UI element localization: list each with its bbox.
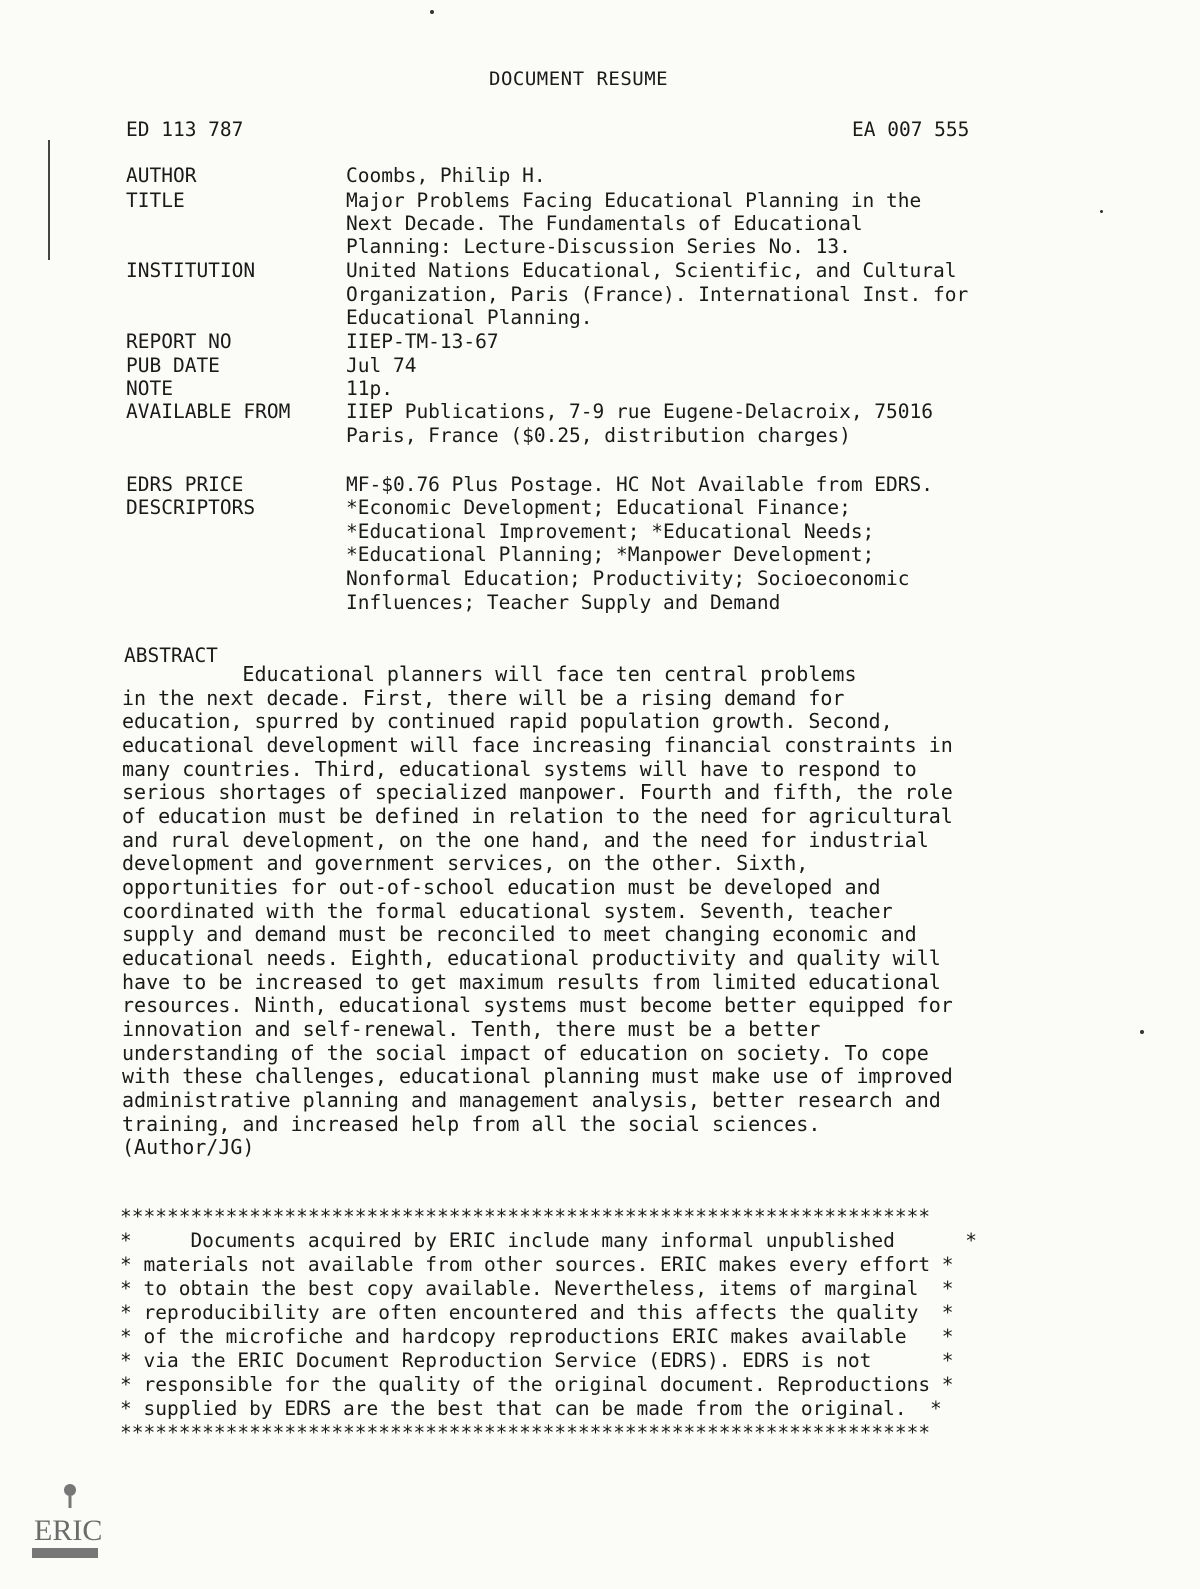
eric-logo-icon bbox=[28, 1478, 102, 1564]
field-value-descriptors-line: *Educational Improvement; *Educational Needs; bbox=[346, 520, 875, 543]
abstract-line: in the next decade. First, there will be a rising demand for bbox=[122, 686, 845, 710]
notice-line: * materials not available from other sources. ERIC makes every effort * bbox=[120, 1253, 954, 1276]
abstract-line: training, and increased help from all the social sciences. bbox=[122, 1112, 821, 1136]
field-label-pub-date: PUB DATE bbox=[126, 354, 220, 377]
field-value-title-line: Next Decade. The Fundamentals of Educational bbox=[346, 212, 863, 235]
scan-speck bbox=[1100, 210, 1103, 213]
field-value-institution-line: United Nations Educational, Scientific, and Cultural bbox=[346, 259, 957, 282]
abstract-line: opportunities for out-of-school education must be developed and bbox=[122, 875, 881, 899]
field-label-descriptors: DESCRIPTORS bbox=[126, 496, 256, 519]
field-value-note: 11p. bbox=[346, 377, 393, 400]
field-value-descriptors-line: *Economic Development; Educational Finance; bbox=[346, 496, 851, 519]
field-value-pub-date: Jul 74 bbox=[346, 354, 417, 377]
notice-line: * to obtain the best copy available. Nevertheless, items of marginal * bbox=[120, 1277, 954, 1300]
abstract-line: serious shortages of specialized manpower. Fourth and fifth, the role bbox=[122, 780, 953, 804]
abstract-line: supply and demand must be reconciled to meet changing economic and bbox=[122, 922, 917, 946]
abstract-line: educational development will face increasing financial constraints in bbox=[122, 733, 953, 757]
notice-line: * reproducibility are often encountered and this affects the quality * bbox=[120, 1301, 954, 1324]
notice-border-bottom: ********************************************************************* bbox=[120, 1421, 931, 1444]
scan-speck bbox=[1140, 1030, 1144, 1034]
field-value-report-no: IIEP-TM-13-67 bbox=[346, 330, 499, 353]
field-value-descriptors-line: *Educational Planning; *Manpower Development; bbox=[346, 543, 875, 566]
abstract-line: administrative planning and management analysis, better research and bbox=[122, 1088, 941, 1112]
abstract-line: of education must be defined in relation to the need for agricultural bbox=[122, 804, 953, 828]
abstract-line: with these challenges, educational planning must make use of improved bbox=[122, 1064, 953, 1088]
field-label-author: AUTHOR bbox=[126, 164, 197, 187]
page-title: DOCUMENT RESUME bbox=[489, 68, 669, 90]
field-value-author: Coombs, Philip H. bbox=[346, 164, 546, 187]
field-value-available-from-line: Paris, France ($0.25, distribution charges) bbox=[346, 424, 851, 447]
scan-speck bbox=[430, 10, 434, 14]
notice-line: * supplied by EDRS are the best that can be made from the original. * bbox=[120, 1397, 942, 1420]
abstract-line: innovation and self-renewal. Tenth, there must be a better bbox=[122, 1017, 821, 1041]
abstract-line: (Author/JG) bbox=[122, 1135, 255, 1159]
abstract-line: have to be increased to get maximum results from limited educational bbox=[122, 970, 941, 994]
field-value-title-line: Major Problems Facing Educational Planning in the bbox=[346, 189, 922, 212]
field-label-edrs-price: EDRS PRICE bbox=[126, 473, 244, 496]
ea-number: EA 007 555 bbox=[852, 118, 970, 141]
abstract-line: resources. Ninth, educational systems must become better equipped for bbox=[122, 993, 953, 1017]
abstract-line: many countries. Third, educational systems will have to respond to bbox=[122, 757, 917, 781]
field-value-descriptors-line: Nonformal Education; Productivity; Socioeconomic bbox=[346, 567, 910, 590]
abstract-line: educational needs. Eighth, educational productivity and quality will bbox=[122, 946, 941, 970]
svg-text:ERIC: ERIC bbox=[34, 1514, 102, 1547]
abstract-line: understanding of the social impact of education on society. To cope bbox=[122, 1041, 929, 1065]
notice-border-top: ********************************************************************* bbox=[120, 1205, 931, 1228]
abstract-line: coordinated with the formal educational system. Seventh, teacher bbox=[122, 899, 893, 923]
field-value-institution-line: Educational Planning. bbox=[346, 306, 593, 329]
field-label-available-from: AVAILABLE FROM bbox=[126, 400, 291, 423]
field-value-descriptors-line: Influences; Teacher Supply and Demand bbox=[346, 591, 781, 614]
notice-line: * responsible for the quality of the original document. Reproductions * bbox=[120, 1373, 954, 1396]
notice-line: * via the ERIC Document Reproduction Service (EDRS). EDRS is not * bbox=[120, 1349, 954, 1372]
notice-line: * of the microfiche and hardcopy reproductions ERIC makes available * bbox=[120, 1325, 954, 1348]
field-label-title: TITLE bbox=[126, 189, 185, 212]
abstract-line: education, spurred by continued rapid population growth. Second, bbox=[122, 709, 893, 733]
field-value-edrs-price: MF-$0.76 Plus Postage. HC Not Available from EDRS. bbox=[346, 473, 933, 496]
field-label-note: NOTE bbox=[126, 377, 173, 400]
field-label-institution: INSTITUTION bbox=[126, 259, 256, 282]
field-value-institution-line: Organization, Paris (France). International Inst. for bbox=[346, 283, 969, 306]
scan-artifact-line bbox=[48, 140, 50, 260]
abstract-line: development and government services, on the other. Sixth, bbox=[122, 851, 809, 875]
abstract-line: Educational planners will face ten central problems bbox=[122, 662, 857, 686]
abstract-heading: ABSTRACT bbox=[124, 644, 218, 667]
notice-line: * Documents acquired by ERIC include many informal unpublished * bbox=[120, 1229, 978, 1252]
field-label-report-no: REPORT NO bbox=[126, 330, 232, 353]
field-value-title-line: Planning: Lecture-Discussion Series No. 13. bbox=[346, 235, 851, 258]
field-value-available-from-line: IIEP Publications, 7-9 rue Eugene-Delacroix, 75016 bbox=[346, 400, 933, 423]
abstract-line: and rural development, on the one hand, and the need for industrial bbox=[122, 828, 929, 852]
ed-number: ED 113 787 bbox=[126, 118, 244, 141]
